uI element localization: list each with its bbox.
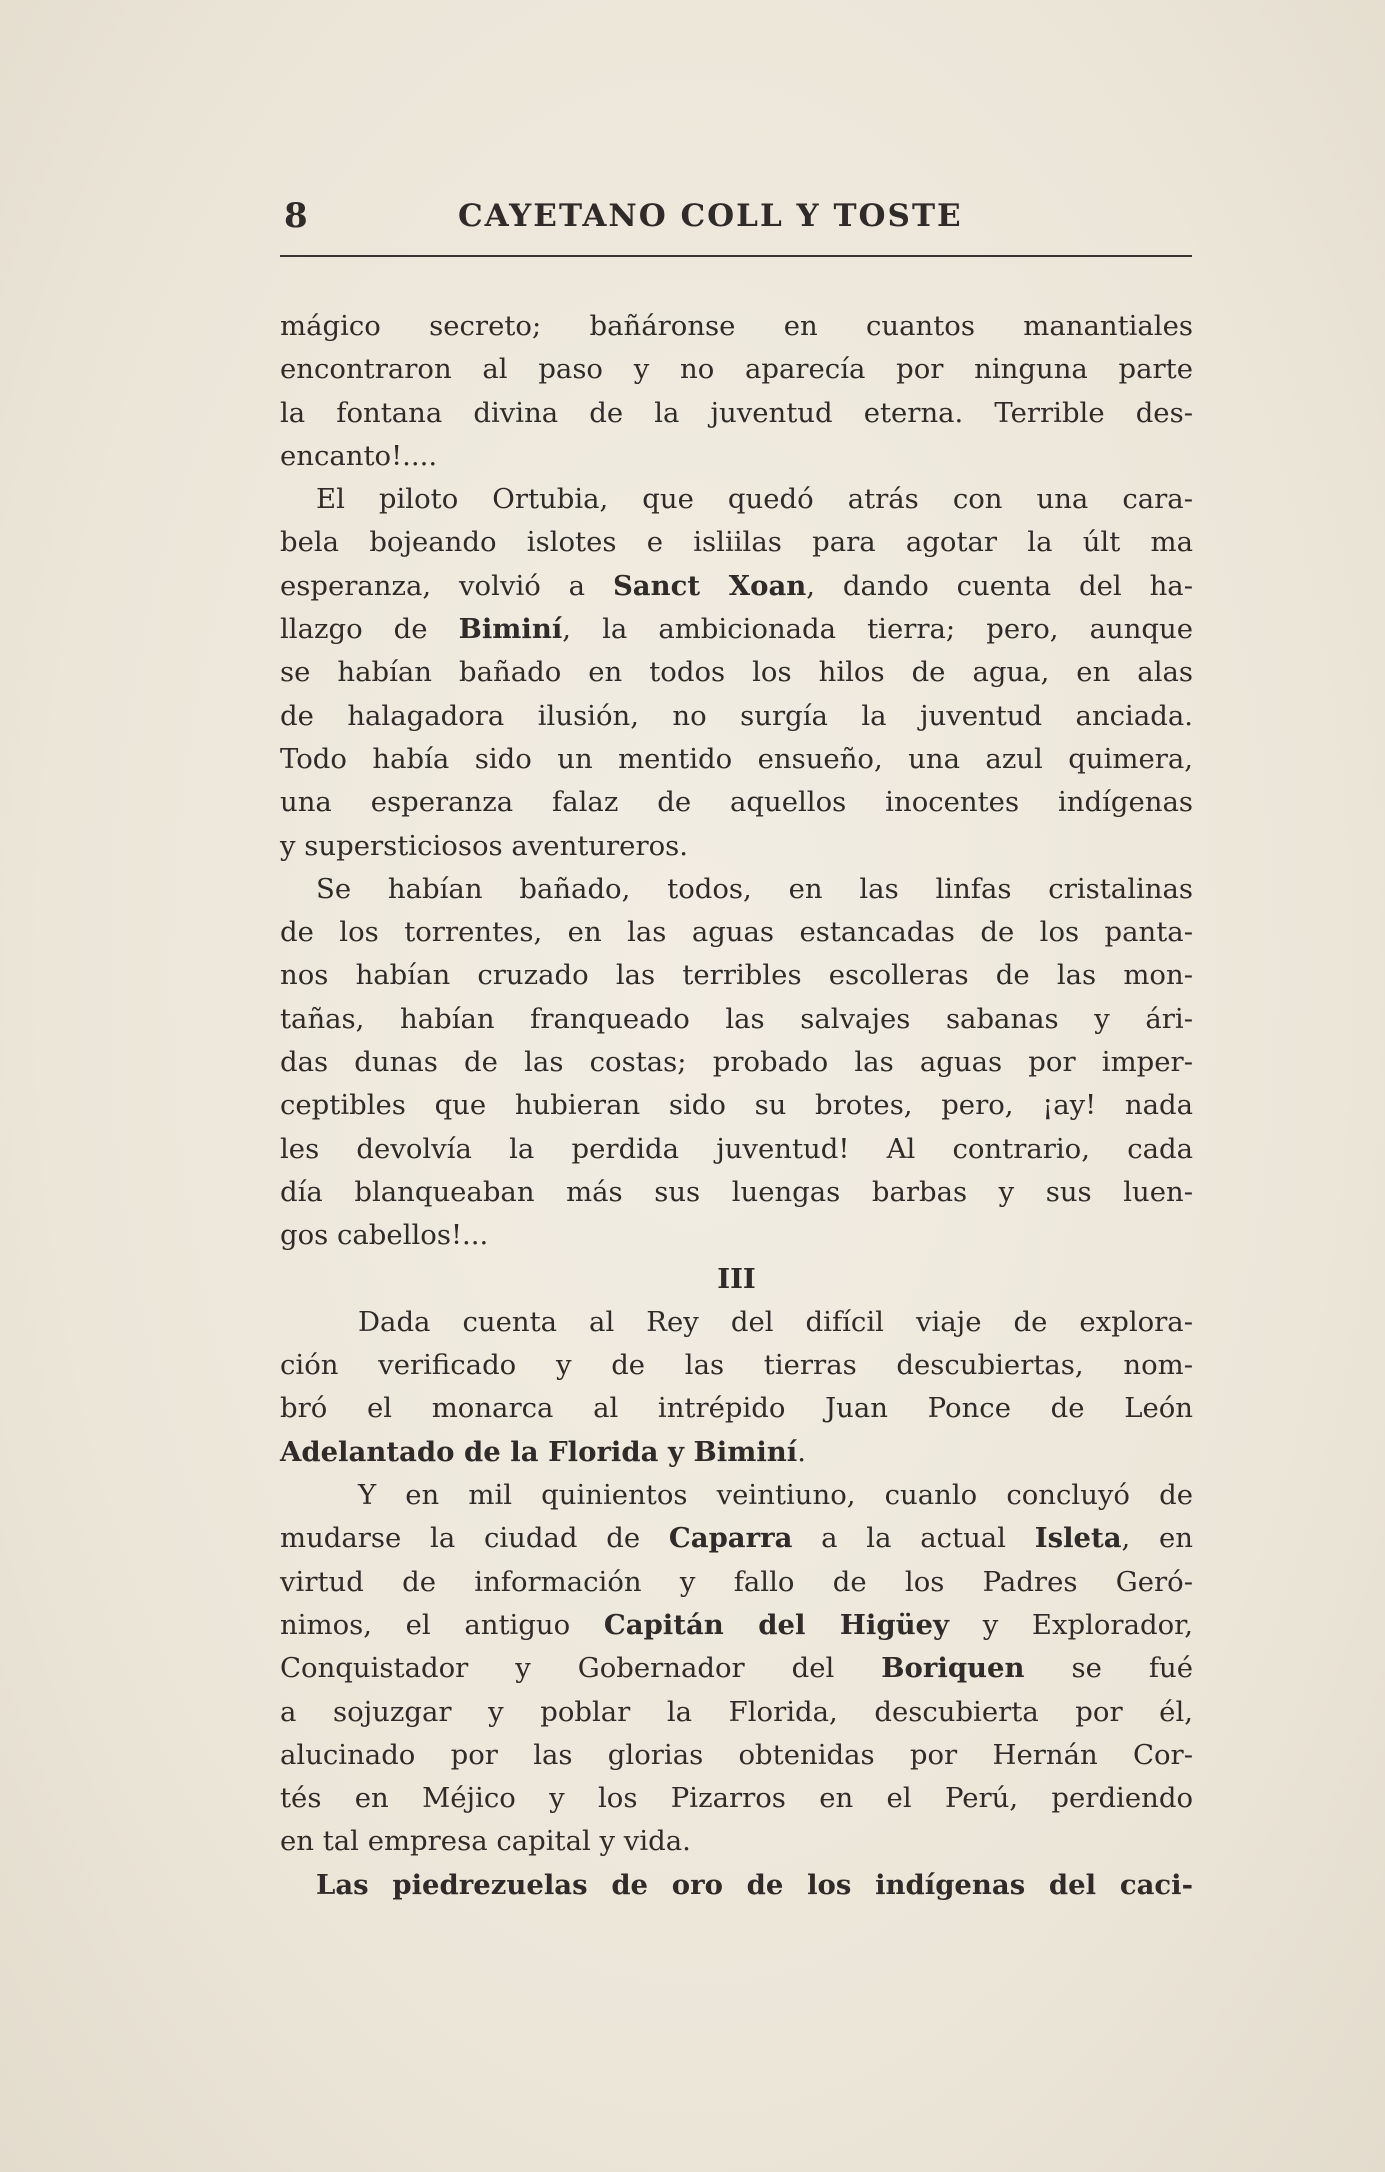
text-line: de los torrentes, en las aguas estancadas de los panta- xyxy=(280,916,1193,949)
text-line: Dada cuenta al Rey del difícil viaje de explora- xyxy=(358,1305,1193,1338)
text-segment: llazgo de xyxy=(280,613,459,646)
text-line: encanto!.... xyxy=(280,439,438,472)
bold-text: Sanct Xoan xyxy=(612,569,807,602)
bold-text: Isleta xyxy=(1034,1522,1122,1555)
text-line: das dunas de las costas; probado las aguas por imper- xyxy=(280,1046,1193,1079)
bold-text: Adelantado de la Florida y Biminí xyxy=(280,1435,798,1468)
text-line: en tal empresa capital y vida. xyxy=(280,1825,691,1858)
text-line: bela bojeando islotes e isliilas para agotar la últ ma xyxy=(280,526,1193,559)
text-segment: nimos, el antiguo xyxy=(280,1608,604,1641)
text-line: bró el monarca al intrépido Juan Ponce de León xyxy=(280,1392,1193,1425)
bold-text: Las piedrezuelas de oro de los indígenas del caci- xyxy=(316,1868,1193,1901)
bold-text: Caparra xyxy=(668,1522,793,1555)
text-segment: se fué xyxy=(1024,1652,1193,1685)
text-line: gos cabellos!... xyxy=(280,1219,489,1252)
text-line: nos habían cruzado las terribles escolleras de las mon- xyxy=(280,959,1193,992)
text-line xyxy=(280,1864,1193,1907)
text-line: Todo había sido un mentido ensueño, una azul quimera, xyxy=(280,742,1193,775)
text-line: ceptibles que hubieran sido su brotes, pero, ¡ay! nada xyxy=(280,1089,1193,1122)
text-line: mágico secreto; bañáronse en cuantos manantiales xyxy=(280,310,1193,342)
text-segment: , la ambicionada tierra; pero, aunque xyxy=(562,613,1193,646)
text-line: tañas, habían franqueado las salvajes sabanas y ári- xyxy=(280,1002,1193,1035)
text-line xyxy=(280,1517,1193,1560)
page-header xyxy=(280,196,1192,242)
text-line xyxy=(280,565,1193,608)
text-line: y supersticiosos aventureros. xyxy=(280,829,689,862)
bold-text: Biminí xyxy=(458,613,563,646)
section-heading: III xyxy=(717,1262,756,1295)
text-line: alucinado por las glorias obtenidas por Hernán Cor- xyxy=(280,1738,1193,1771)
text-line: una esperanza falaz de aquellos inocentes indígenas xyxy=(280,786,1193,819)
text-line: virtud de información y fallo de los Padres Geró- xyxy=(280,1565,1193,1598)
text-segment: mudarse la ciudad de xyxy=(280,1522,669,1555)
text-line xyxy=(280,608,1193,651)
page-number: 8 xyxy=(284,196,308,236)
text-segment: , en xyxy=(1121,1522,1193,1555)
text-segment: a la actual xyxy=(792,1522,1035,1555)
bold-text: Boriquen xyxy=(881,1652,1025,1685)
text-line: ción verificado y de las tierras descubiertas, nom- xyxy=(280,1349,1193,1382)
body-text xyxy=(280,305,1193,1907)
text-line: Y en mil quinientos veintiuno, cuanlo concluyó de xyxy=(358,1479,1193,1512)
text-line: la fontana divina de la juventud eterna. Terrible des- xyxy=(280,396,1193,429)
text-line: tés en Méjico y los Pizarros en el Perú, perdiendo xyxy=(280,1782,1193,1815)
running-head: CAYETANO COLL Y TOSTE xyxy=(458,198,963,234)
text-segment: . xyxy=(797,1435,806,1468)
text-segment: Conquistador y Gobernador del xyxy=(280,1652,882,1685)
text-segment: , dando cuenta del ha- xyxy=(806,569,1193,602)
bold-text: Capitán del Higüey xyxy=(603,1608,950,1641)
text-line: El piloto Ortubia, que quedó atrás con una cara- xyxy=(316,483,1193,516)
text-line xyxy=(280,1647,1193,1690)
text-line: les devolvía la perdida juventud! Al contrario, cada xyxy=(280,1132,1193,1165)
text-line: día blanqueaban más sus luengas barbas y sus luen- xyxy=(280,1175,1193,1208)
text-line xyxy=(280,1604,1193,1647)
text-line: a sojuzgar y poblar la Florida, descubierta por él, xyxy=(280,1695,1193,1728)
text-segment: esperanza, volvió a xyxy=(280,569,613,602)
text-segment: y Explorador, xyxy=(949,1608,1194,1641)
text-line: encontraron al paso y no aparecía por ninguna parte xyxy=(280,353,1193,386)
text-line xyxy=(280,1431,1193,1474)
text-line: se habían bañado en todos los hilos de agua, en alas xyxy=(280,656,1193,689)
text-line: Se habían bañado, todos, en las linfas cristalinas xyxy=(316,872,1193,905)
text-line: de halagadora ilusión, no surgía la juventud anciada. xyxy=(280,699,1193,732)
header-rule xyxy=(280,255,1192,257)
